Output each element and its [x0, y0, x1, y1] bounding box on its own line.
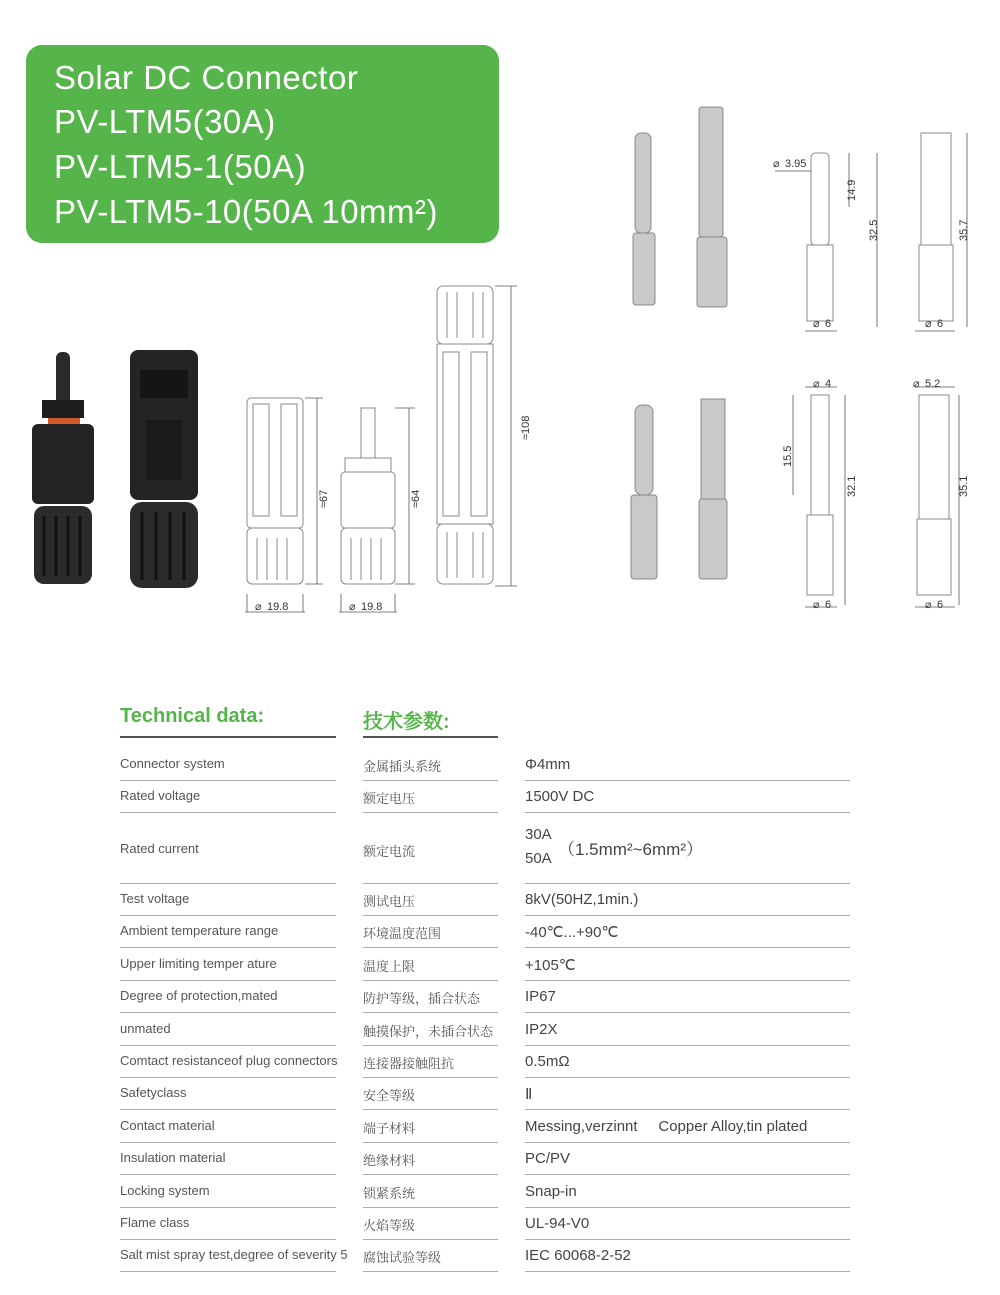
row-value: 30A	[525, 826, 552, 843]
row-value: IEC 60068-2-52	[525, 1247, 631, 1264]
svg-text:⌀: ⌀	[925, 599, 932, 611]
row-value: Snap-in	[525, 1183, 577, 1200]
dim-diameter-19-8-a: 19.8	[267, 601, 289, 613]
row-value: 1500V DC	[525, 788, 595, 805]
heading-rule-en	[120, 736, 336, 738]
dim-pin-d6-b: 6	[937, 318, 944, 330]
row-label-en: Salt mist spray test,degree of severity 5	[120, 1247, 348, 1262]
dim-diameter-19-8-b: 19.8	[361, 601, 383, 613]
row-value: UL-94-V0	[525, 1215, 590, 1232]
svg-text:⌀: ⌀	[913, 378, 920, 390]
row-value: PC/PV	[525, 1150, 571, 1167]
dim-pin-35-7: 35.7	[958, 219, 970, 241]
row-value: IP2X	[525, 1021, 558, 1038]
dim-pin-d5-2: 5.2	[925, 378, 941, 390]
title-line-4: PV-LTM5-10(50A 10mm²)	[54, 193, 439, 230]
row-value: Messing,verzinnt Copper Alloy,tin plated	[525, 1118, 808, 1135]
technical-data-heading-cn: 技术参数:	[363, 711, 450, 733]
row-label-en: Safetyclass	[120, 1085, 187, 1100]
row-label-en: Upper limiting temper ature	[120, 956, 277, 971]
heading-rule-cn	[363, 736, 498, 738]
row-label-cn: 端子材料	[363, 1121, 416, 1136]
row-label-en: Degree of protection,mated	[120, 988, 278, 1003]
svg-text:⌀: ⌀	[813, 599, 820, 611]
dim-pin-35-1: 35.1	[958, 475, 970, 497]
row-note: （1.5mm²~6mm²）	[558, 840, 703, 859]
row-label-en: Contact material	[120, 1118, 215, 1133]
row-value: 8kV(50HZ,1min.)	[525, 891, 639, 908]
row-label-en: Flame class	[120, 1215, 190, 1230]
connector-drawings	[235, 280, 545, 620]
svg-text:⌀: ⌀	[925, 318, 932, 330]
technical-data-heading: Technical data:	[120, 705, 265, 727]
dim-height-108: ≈108	[520, 415, 532, 440]
row-value: -40℃...+90℃	[525, 924, 619, 941]
dim-pin-d6-a: 6	[825, 318, 832, 330]
row-label-en: unmated	[120, 1021, 171, 1036]
row-label-en: Rated voltage	[120, 788, 201, 803]
row-value: Ⅱ	[525, 1086, 533, 1103]
dim-pin-3-95: 3.95	[785, 158, 807, 170]
row-label-cn: 金属插头系统	[363, 759, 442, 774]
row-label-en: Locking system	[120, 1183, 210, 1198]
row-value: IP67	[525, 988, 556, 1005]
row-label-en: Connector system	[120, 756, 225, 771]
title-line-3: PV-LTM5-1(50A)	[54, 148, 307, 185]
dim-pin-32-1: 32.1	[846, 475, 858, 497]
dim-height-67: ≈67	[318, 489, 330, 508]
row-label-cn: 安全等级	[363, 1088, 416, 1103]
dim-pin-14-9: 14.9	[846, 179, 858, 201]
row-label-cn: 绝缘材料	[363, 1153, 416, 1168]
dim-pin-15-5: 15.5	[782, 445, 794, 467]
row-label-en: Comtact resistanceof plug connectors	[120, 1053, 338, 1068]
row-label-cn: 额定电压	[363, 791, 416, 806]
dim-pin-d6-c: 6	[825, 599, 832, 611]
row-value: +105℃	[525, 957, 576, 974]
row-label-cn: 测试电压	[363, 894, 416, 909]
dim-pin-32-5: 32.5	[868, 219, 880, 241]
row-label-en: Ambient temperature range	[120, 923, 279, 938]
row-value: 0.5mΩ	[525, 1053, 570, 1070]
row-label-en: Test voltage	[120, 891, 190, 906]
row-label-cn: 腐蚀试验等级	[363, 1250, 442, 1265]
row-label-cn: 防护等级，插合状态	[363, 991, 481, 1006]
title-line-2: PV-LTM5(30A)	[54, 103, 276, 140]
svg-text:⌀: ⌀	[813, 378, 820, 390]
row-label-cn: 温度上限	[363, 959, 416, 974]
svg-text:⌀: ⌀	[813, 318, 820, 330]
dim-height-64: ≈64	[410, 489, 422, 508]
row-label-cn: 火焰等级	[363, 1218, 416, 1233]
row-label-en: Rated current	[120, 841, 199, 856]
connector-photos	[20, 330, 210, 600]
title-line-1: Solar DC Connector	[54, 59, 359, 96]
row-label-cn: 连接器接触阻抗	[363, 1056, 455, 1071]
row-label-en: Insulation material	[120, 1150, 226, 1165]
row-label-cn: 额定电流	[363, 844, 416, 859]
pin-drawings	[615, 95, 1000, 625]
svg-text:⌀: ⌀	[773, 158, 780, 170]
row-label-cn: 触摸保护，未插合状态	[363, 1024, 494, 1039]
row-label-cn: 锁紧系统	[363, 1186, 416, 1201]
row-label-cn: 环境温度范围	[363, 926, 442, 941]
title-banner	[26, 45, 499, 243]
dim-pin-d6-d: 6	[937, 599, 944, 611]
row-value-2: 50A	[525, 850, 552, 867]
row-value: Φ4mm	[525, 756, 571, 773]
dim-pin-d4: 4	[825, 378, 832, 390]
svg-text:⌀: ⌀	[349, 601, 356, 613]
svg-text:⌀: ⌀	[255, 601, 262, 613]
